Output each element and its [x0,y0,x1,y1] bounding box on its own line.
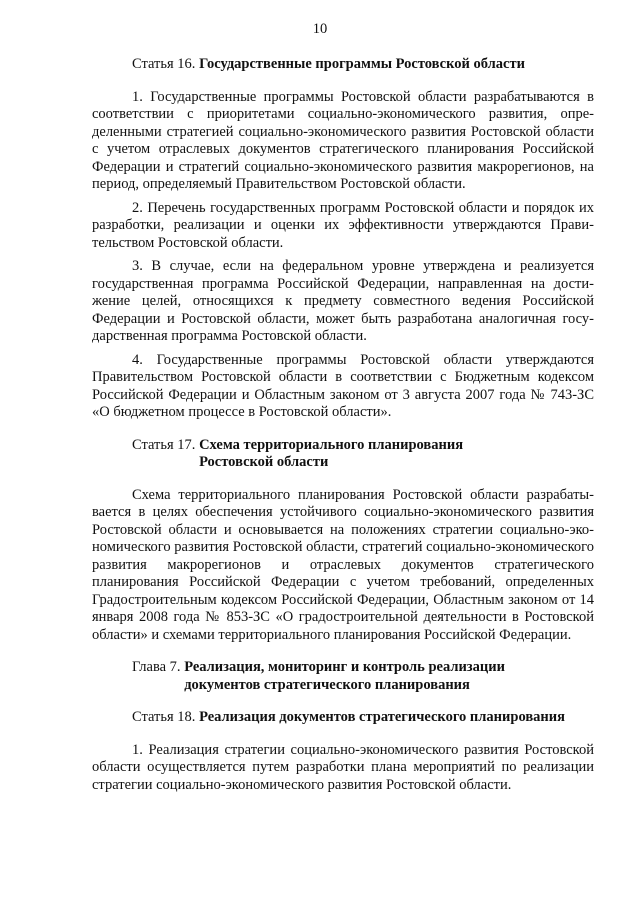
article-16-title: Государственные программы Ростовской области [199,56,525,72]
article-18-title: Реализация документов стратегического планирования [199,709,565,725]
article-18-paragraph-1: 1. Реализация стратегии социально-экономического развития Ростовской области осуществляется путем разработки плана мероприятий по реализации стратегии социально-экономического развития Ростовской области. [92,741,594,793]
article-18-label: Статья 18. [132,709,200,725]
chapter-7-title-line-2: документов стратегического планирования [184,676,470,693]
article-16-heading [92,56,594,74]
article-17-title-line-2: Ростовской области [199,454,329,470]
article-18-heading [92,709,594,727]
chapter-7-heading [92,659,594,694]
article-17-title-line-1: Схема территориального планирования [199,436,464,453]
article-16-paragraph-3: 3. В случае, если на федеральном уровне утверждена и реализуется государственная программа Российской Федерации, направленная на достижение целей, относящихся к предмету совместного ведения Российской Федерации и Ростовской области, может быть разработана аналогичная государственная программа Ростовской области. [92,258,594,344]
article-17-heading [92,437,594,472]
article-16-paragraph-2: 2. Перечень государственных программ Ростовской области и порядок их разработки, реализации и оценки их эффективности утверждаются Правительством Ростовской области. [92,199,594,251]
page-number: 10 [312,21,328,37]
document-body [92,56,594,794]
chapter-7-title-line-1: Реализация, мониторинг и контроль реализации [184,659,505,675]
article-16-paragraph-4: 4. Государственные программы Ростовской области утверждаются Правительством Ростовской области в соответствии с Бюджетным кодексом Российской Федерации и Областным законом от 3 августа 2007 года № 743-ЗС «О бюджетном процессе в Ростовской области». [92,351,594,420]
article-16-paragraph-1: 1. Государственные программы Ростовской области разрабатываются в соответствии с приоритетами социально-экономического развития, определенными стратегией социально-экономического развития Ростовской области с учетом отраслевых документов стратегического планирования Российской Федерации и стратегий социально-экономического развития макрорегионов, на период, определяемый Правительством Ростовской области. [92,88,594,192]
chapter-7-label: Глава 7. [132,659,185,675]
article-17-label: Статья 17. [132,436,200,453]
article-16-label: Статья 16. [132,56,200,72]
article-17-paragraph-1: Схема территориального планирования Ростовской области разрабатывается в целях обеспечения устойчивого социально-экономического развития Ростовской области и основывается на положениях стратегии социально-экономического развития Ростовской области, стратегий социально-экономического развития макрорегионов и отраслевых документов стратегического планирования Российской Федерации с учетом требований, определенных Градостроительным кодексом Российской Федерации, Областным законом от 14 января 2008 года № 853-ЗС «О градостроительной деятельности в Ростовской области» и схемами территориального планирования Российской Федерации. [92,486,594,643]
